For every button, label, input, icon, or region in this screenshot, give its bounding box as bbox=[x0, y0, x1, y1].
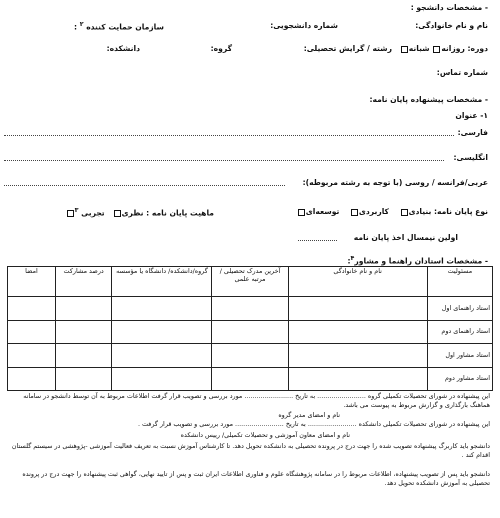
experimental-checkbox[interactable] bbox=[67, 210, 74, 217]
contact-label: شماره تماس: bbox=[436, 68, 488, 77]
english-title-field[interactable] bbox=[4, 160, 444, 161]
field-label: رشته / گرایش تحصیلی: bbox=[303, 44, 392, 53]
participation-cell[interactable] bbox=[55, 320, 112, 344]
name-cell[interactable] bbox=[288, 320, 427, 344]
signature-cell[interactable] bbox=[8, 344, 56, 368]
sponsor-label: سازمان حمایت کننده $^۲$ : bbox=[74, 21, 164, 32]
header-signature: امضا bbox=[8, 267, 56, 297]
degree-cell[interactable] bbox=[212, 320, 288, 344]
developmental-checkbox[interactable] bbox=[298, 209, 305, 216]
role-cell: استاد راهنمای دوم bbox=[427, 320, 492, 344]
name-cell[interactable] bbox=[288, 344, 427, 368]
participation-cell[interactable] bbox=[55, 367, 112, 391]
first-term-label: اولین نیمسال اخذ پایان نامه bbox=[353, 233, 458, 242]
advisors-table bbox=[7, 266, 493, 391]
affiliation-cell[interactable] bbox=[112, 367, 212, 391]
table-row bbox=[8, 344, 493, 368]
role-cell: استاد راهنمای اول bbox=[427, 297, 492, 321]
group-label: گروه: bbox=[210, 44, 232, 53]
irandoc-instruction-text: دانشجو باید پس از تصویب پیشنهاده، اطلاعات مربوط را در سامانه پژوهشگاه علوم و فناوری اطلاعات ایران ثبت و پس از تایید نهایی، گواهی ثبت پیشنهاده را جهت درج در پرونده تحصیلی به آموزش دانشکده تحویل دهد. bbox=[22, 470, 490, 487]
thesis-nature-row: ماهیت پایان نامه : نظری تجربی $^۳$ bbox=[66, 207, 214, 218]
advisors-section-title: - مشخصات استادان راهنما و مشاور$^۴$: bbox=[347, 255, 488, 266]
faculty-label: دانشکده: bbox=[106, 44, 140, 53]
header-participation: درصد مشارکت bbox=[55, 267, 112, 297]
applied-checkbox[interactable] bbox=[351, 209, 358, 216]
participation-cell[interactable] bbox=[55, 344, 112, 368]
golestan-instruction-text: دانشجو باید کاربرگ پیشنهاده تصویب شده را جهت درج در پرونده تحصیلی به دانشکده تحویل دهد. تا کارشناس آموزش نسبت به تعریف فعالیت آموزشی -پژوهشی در سیستم گلستان اقدام کند . bbox=[11, 442, 490, 459]
other-language-title-label: عربی/فرانسه / روسی (با توجه به رشته مربوطه): bbox=[302, 178, 488, 187]
deputy-signature-label: نام و امضای معاون آموزشی و تحصیلات تکمیلی/ رییس دانشکده bbox=[180, 431, 350, 439]
course-type-row: دوره: روزانه شبانه bbox=[400, 44, 488, 53]
signature-cell[interactable] bbox=[8, 320, 56, 344]
table-row bbox=[8, 297, 493, 321]
role-cell: استاد مشاور دوم bbox=[427, 367, 492, 391]
theoretical-checkbox[interactable] bbox=[114, 210, 121, 217]
advisors-table-header bbox=[8, 267, 493, 297]
group-approval-text: این پیشنهاده در شورای تحصیلات تکمیلی گروه ........................ به تاریخ ........................ مورد بررسی و تصویب قرار گرفت اطلاعات مربوط به آن توسط دانشجو در سامانه هماهنگ بارگذاری و گزارش مربوط به پیوست می باشد. bbox=[23, 392, 490, 409]
degree-cell[interactable] bbox=[212, 344, 288, 368]
first-term-field[interactable] bbox=[298, 240, 337, 241]
participation-cell[interactable] bbox=[55, 297, 112, 321]
role-cell: استاد مشاور اول bbox=[427, 344, 492, 368]
persian-title-label: فارسی: bbox=[457, 128, 488, 137]
student-section-title: - مشخصات دانشجو : bbox=[410, 3, 488, 12]
persian-title-field[interactable] bbox=[4, 135, 454, 136]
daytime-checkbox[interactable] bbox=[433, 46, 440, 53]
basic-checkbox[interactable] bbox=[401, 209, 408, 216]
evening-checkbox[interactable] bbox=[401, 46, 408, 53]
header-degree: آخرین مدرک تحصیلی /مرتبه علمی bbox=[212, 267, 288, 297]
student-name-label: نام و نام خانوادگی: bbox=[415, 21, 488, 30]
degree-cell[interactable] bbox=[212, 367, 288, 391]
proposal-section-title: - مشخصات پیشنهاده پایان نامه: bbox=[369, 95, 488, 104]
thesis-type-row: نوع پایان نامه: بنیادی کاربردی توسعه‌ای bbox=[297, 207, 488, 216]
name-cell[interactable] bbox=[288, 367, 427, 391]
name-cell[interactable] bbox=[288, 297, 427, 321]
subject-label: ۱- عنوان bbox=[455, 111, 488, 120]
affiliation-cell[interactable] bbox=[112, 344, 212, 368]
faculty-approval-text: این پیشنهاده در شورای تحصیلات تکمیلی دانشکده ........................ به تاریخ ........................ مورد بررسی و تصویب قرار گرفت . bbox=[137, 420, 490, 428]
header-name: نام و نام خانوادگی bbox=[288, 267, 427, 297]
header-affiliation: گروه/دانشکده/ دانشگاه یا مؤسسه bbox=[112, 267, 212, 297]
degree-cell[interactable] bbox=[212, 297, 288, 321]
other-language-title-field[interactable] bbox=[4, 185, 285, 186]
group-head-signature-label: نام و امضای مدیر گروه bbox=[278, 411, 340, 419]
signature-cell[interactable] bbox=[8, 297, 56, 321]
student-number-label: شماره دانشجویی: bbox=[270, 21, 338, 30]
english-title-label: انگلیسی: bbox=[453, 153, 488, 162]
header-role: مسئولیت bbox=[427, 267, 492, 297]
affiliation-cell[interactable] bbox=[112, 297, 212, 321]
table-row bbox=[8, 320, 493, 344]
signature-cell[interactable] bbox=[8, 367, 56, 391]
affiliation-cell[interactable] bbox=[112, 320, 212, 344]
table-row bbox=[8, 367, 493, 391]
